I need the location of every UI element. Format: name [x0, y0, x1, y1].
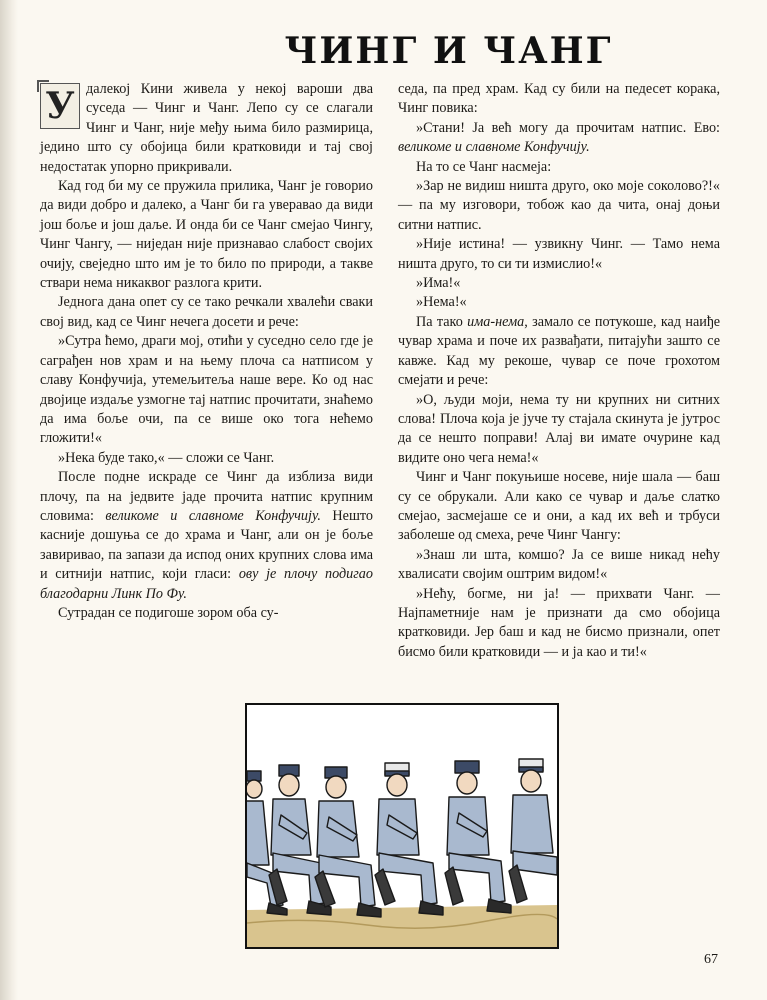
paragraph: »Има!« — [416, 275, 461, 292]
paragraph: »Сутра ћемо, драги мој, отићи у суседно село где је саграђен нов храм и на њему плоча са натписом у славу Конфучија, утемељитеља наше вере. Ко од нас двојице издаље узмогне тај натпис прочитати, знаћемо да има боље очи, па се више око тога нећемо гложити!« — [40, 333, 373, 447]
page-title: ЧИНГ И ЧАНГ — [284, 30, 613, 72]
paragraph-text: Па тако — [416, 313, 468, 330]
emphasis-text: има-нема — [467, 313, 525, 330]
paragraph — [40, 80, 373, 177]
paragraph-text: далекој Кини живела у некој вароши два суседа — Чинг и Чанг. Лепо су се слагали Чинг и Чанг, није међу њима било размирица, једино што су обојица били кратковиди и тај свој недостатак упорно прикривали. — [40, 81, 373, 175]
paragraph: Чинг и Чанг покуњише носеве, није шала — баш су се обрукали. Али како се чувар и даље слатко смејао, засмејаше се и они, а кад их већ и трбуси заболеше од смеха, рече Чинг Чангу: — [398, 469, 720, 544]
paragraph: Сутрадан се подигоше зором оба су- — [58, 604, 279, 621]
drop-cap-ornament — [40, 83, 80, 129]
paragraph-text: После подне искраде се Чинг да изблиза види плочу, па на једвите јаде прочита натпис крупним словима: — [40, 469, 373, 524]
illustration-drawing — [247, 705, 557, 947]
page-number: 67 — [704, 952, 718, 967]
left-column — [40, 80, 373, 623]
paragraph — [40, 468, 373, 604]
inscription-text: ову је плочу подигао благодарни Линк По Фу. — [40, 566, 373, 602]
paragraph: На то се Чанг насмеја: — [416, 158, 552, 175]
paragraph-text: »Стани! Ја већ могу да прочитам натпис. Ево: — [416, 119, 720, 136]
paragraph: »Није истина! — узвикну Чинг. — Тамо нема ништа друго, то си ти измислио!« — [398, 236, 720, 272]
paragraph-text: Нешто касније дошуња се до храма и Чанг, али он је боље завиривао, па запази да испод оних крупних слова има и ситнији натпис, који гласи: — [40, 507, 373, 583]
illustration-marching-men — [245, 703, 559, 949]
paragraph: »Нећу, богме, ни ја! — прихвати Чанг. — Најпаметније нам је признати да смо обојица кратковиди. Јер баш и кад не бисмо признали, опет бисмо били кратковиди — и ја као и ти!« — [398, 585, 720, 660]
inscription-text: великоме и славноме Конфучију. — [398, 139, 590, 156]
paragraph — [398, 313, 720, 391]
paragraph: седа, па пред храм. Кад су били на педесет корака, Чинг повика: — [398, 81, 720, 117]
paragraph: »Знаш ли шта, комшо? Ја се више никад нећу хвалисати својим оштрим видом!« — [398, 546, 720, 583]
paragraph: »О, људи моји, нема ту ни крупних ни ситних слова! Плоча која је јуче ту стајала скинута је јутрос да се нешто поправи! Алај ви имате очурине кад видите оно чега нема!« — [398, 391, 720, 466]
inscription-text: великоме и славноме Конфучију. — [105, 507, 321, 524]
paragraph-text: , замало се потукоше, кад наиђе чувар храма и поче их развађати, питајући зашто се кавже. Кад му рекоше, чувар се поче грохотом смејати и рече: — [398, 313, 720, 389]
paragraph: Кад год би му се пружила прилика, Чанг је говорио да види добро и далеко, а Чанг би га уверавао да види још боље и још даље. И онда би се Чанг смејао Чингу, Чинг Чангу, — ниједан није признавао слабост својих очију, свеједно што им је то било по природи, а такве ствари нема никаквог разлога крити. — [40, 178, 373, 292]
drop-cap-letter: У — [45, 85, 75, 127]
paragraph: Једнога дана опет су се тако речкали хвалећи сваки свој вид, кад се Чинг нечега досети и рече: — [40, 294, 373, 330]
right-column — [398, 80, 720, 662]
paragraph: »Нека буде тако,« — сложи се Чанг. — [58, 449, 275, 466]
paragraph: »Зар не видиш ништа друго, око моје соколово?!« — па му изговори, тобож као да чита, онај доњи ситни натпис. — [398, 178, 720, 233]
paragraph — [398, 119, 720, 158]
page-binding-shadow — [0, 0, 18, 1000]
paragraph: »Нема!« — [416, 294, 467, 311]
